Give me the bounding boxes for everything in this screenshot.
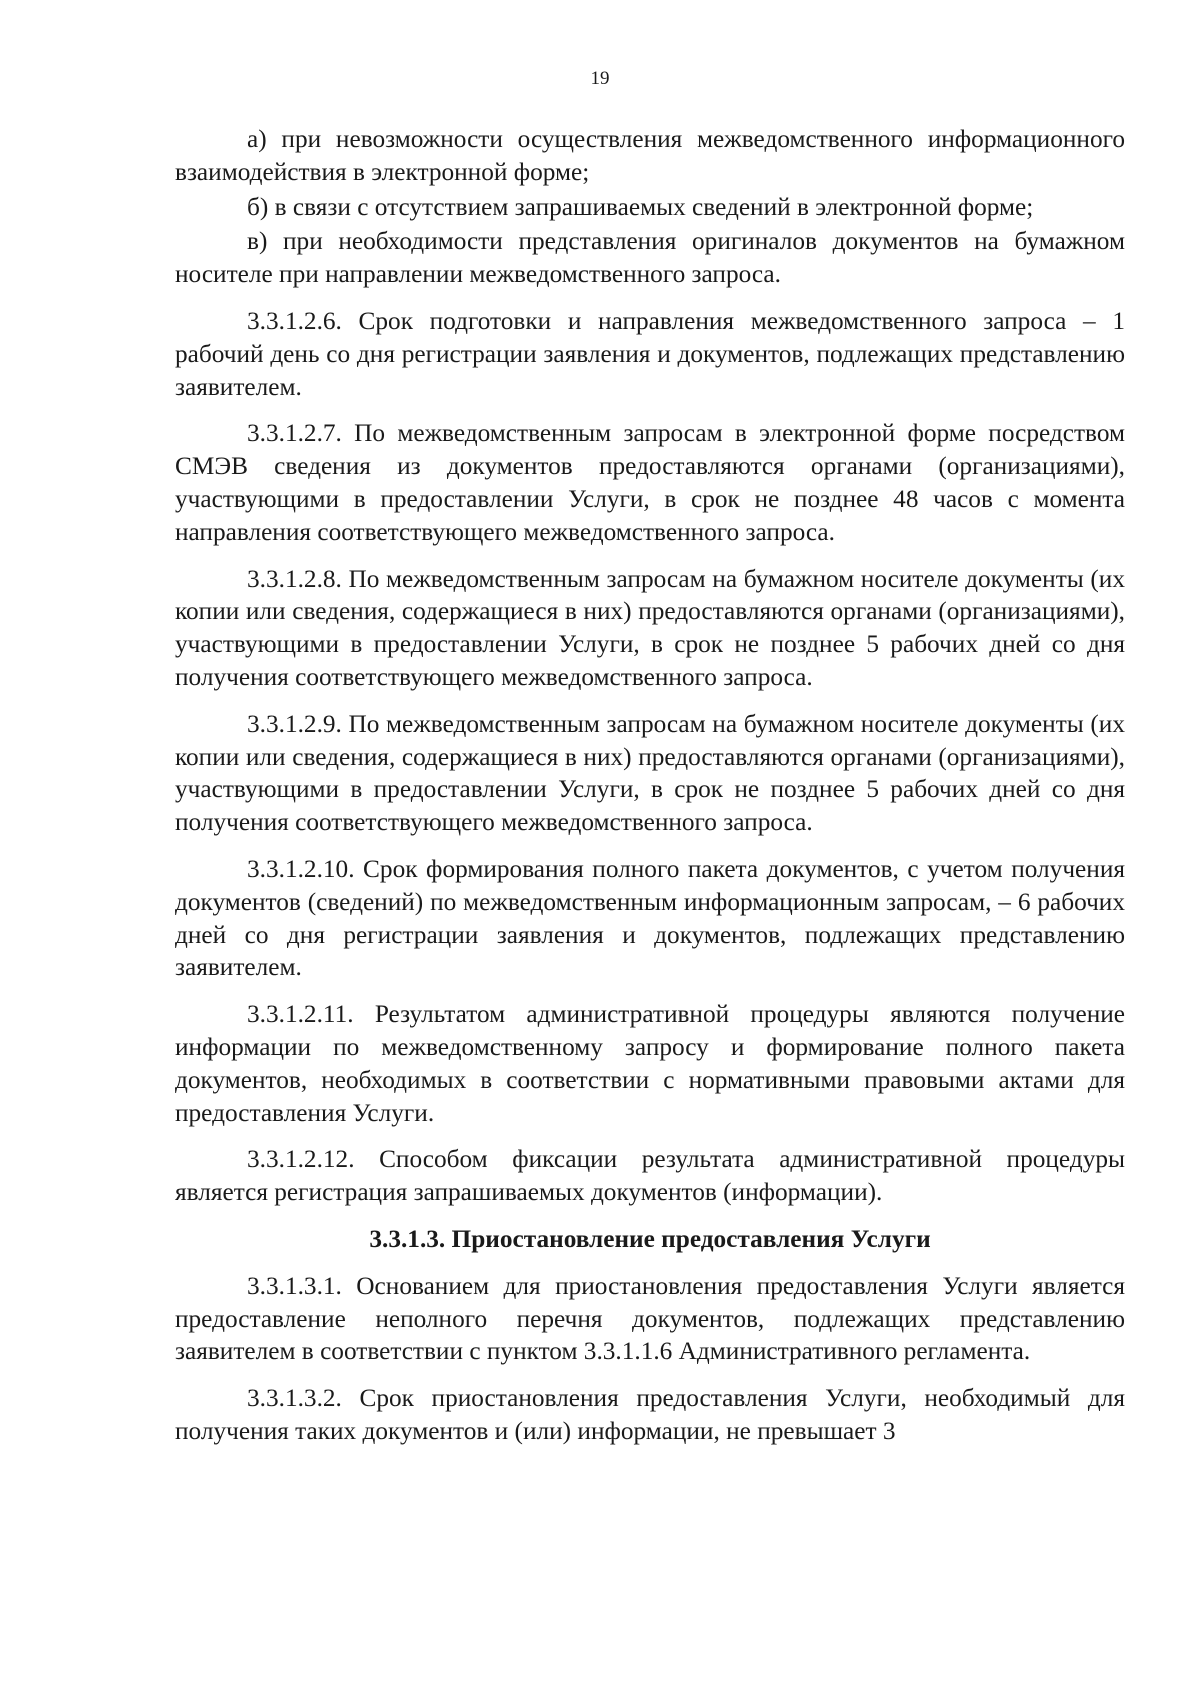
paragraph-3-3-1-3-1: 3.3.1.3.1. Основанием для приостановления предоставления Услуги является предоставление неполного перечня документов, подлежащих представлению заявителем в соответствии с пунктом 3.3.1.1.6 Административного регламента.: [175, 1271, 1125, 1366]
paragraph-item-v: в) при необходимости представления оригиналов документов на бумажном носителе при направлении межведомственного запроса.: [175, 227, 1125, 289]
section-heading: 3.3.1.3. Приостановление предоставления Услуги: [369, 1224, 931, 1253]
paragraph-3-3-1-2-8: 3.3.1.2.8. По межведомственным запросам на бумажном носителе документы (их копии или сведения, содержащиеся в них) предоставляются органами (организациями), участвующими в предоставлении Услуги, в срок не позднее 5 рабочих дней со дня получения соответствующего межведомственного запроса.: [175, 564, 1125, 691]
paragraph-3-3-1-2-7: 3.3.1.2.7. По межведомственным запросам в электронной форме посредством СМЭВ сведения из документов предоставляются органами (организациями), участвующими в предоставлении Услуги, в срок не позднее 48 часов с момента направления соответствующего межведомственного запроса.: [175, 419, 1125, 546]
paragraph-item-a: а) при невозможности осуществления межведомственного информационного взаимодействия в электронной форме;: [175, 125, 1125, 186]
paragraph-3-3-1-2-12: 3.3.1.2.12. Способом фиксации результата административной процедуры является регистрация запрашиваемых документов (информации).: [175, 1145, 1125, 1207]
page-number: 19: [590, 68, 610, 89]
paragraph-3-3-1-2-6: 3.3.1.2.6. Срок подготовки и направления межведомственного запроса – 1 рабочий день со дня регистрации заявления и документов, подлежащих представлению заявителем.: [175, 306, 1125, 401]
paragraph-3-3-1-3-2: 3.3.1.3.2. Срок приостановления предоставления Услуги, необходимый для получения таких документов и (или) информации, не превышает 3: [175, 1384, 1125, 1445]
paragraph-item-b: б) в связи с отсутствием запрашиваемых сведений в электронной форме;: [247, 192, 1034, 221]
paragraph-3-3-1-2-9: 3.3.1.2.9. По межведомственным запросам на бумажном носителе документы (их копии или сведения, содержащиеся в них) предоставляются органами (организациями), участвующими в предоставлении Услуги, в срок не позднее 5 рабочих дней со дня получения соответствующего межведомственного запроса.: [175, 709, 1125, 837]
document-body: [175, 123, 1125, 1462]
paragraph-3-3-1-2-10: 3.3.1.2.10. Срок формирования полного пакета документов, с учетом получения документов (сведений) по межведомственным информационным запросам, – 6 рабочих дней со дня регистрации заявления и документов, подлежащих представлению заявителем.: [175, 854, 1125, 982]
paragraph-3-3-1-2-11: 3.3.1.2.11. Результатом административной процедуры являются получение информации по межведомственному запросу и формирование полного пакета документов, необходимых в соответствии с нормативными правовыми актами для предоставления Услуги.: [175, 1000, 1125, 1127]
